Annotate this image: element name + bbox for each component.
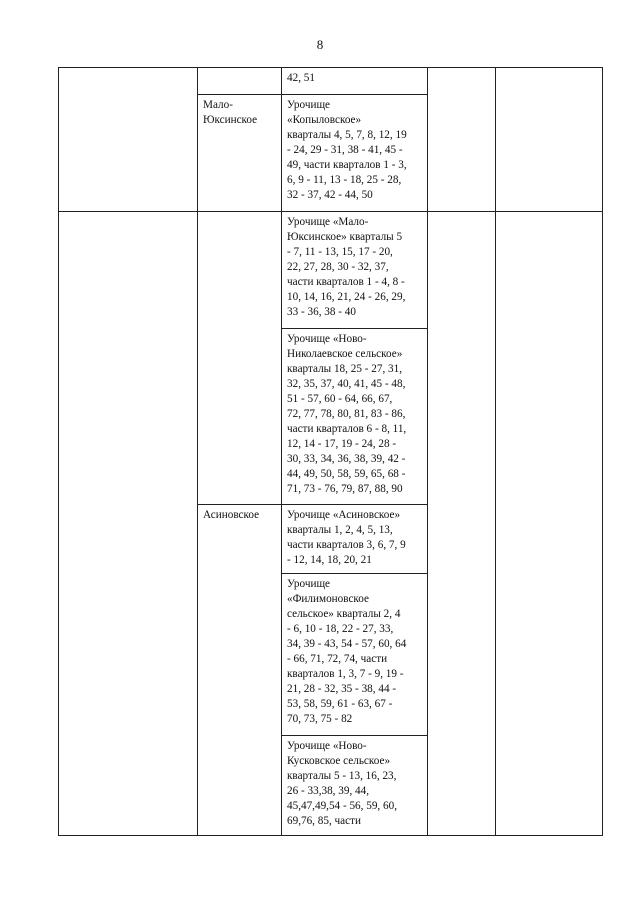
- tract-text: 42, 51: [287, 72, 315, 84]
- empty-cell: [496, 68, 603, 212]
- district-cell: [198, 505, 282, 836]
- region-cell: [59, 212, 198, 836]
- district-cell: [198, 95, 282, 212]
- tract-cell: [282, 736, 428, 836]
- tract-text: Урочище «Филимоновское сельское» кварталы 2, 4 - 6, 10 - 18, 22 - 27, 33, 34, 39 - 43, 54 - 57, 60, 64 - 66, 71, 72, 74, части кварталов 1, 3, 7 - 9, 19 - 21, 28 - 32, 35 - 38, 44 - 53, 58, 59, 61 - 63, 67 - 70, 73, 75 - 82: [287, 578, 407, 725]
- region-cell: [59, 68, 198, 212]
- tract-cell: [282, 95, 428, 212]
- table-row: [59, 212, 603, 329]
- tract-cell: [282, 212, 428, 329]
- page-number: 8: [316, 37, 324, 52]
- table-row: [59, 68, 603, 95]
- tract-cell: [282, 329, 428, 505]
- tract-text: Урочище «Ново- Кусковское сельское» кварталы 5 - 13, 16, 23, 26 - 33,38, 39, 44, 45,47,49,54 - 56, 59, 60, 69,76, 85, части: [287, 740, 398, 827]
- tract-cell: [282, 68, 428, 95]
- district-cell: [198, 68, 282, 95]
- tract-text: Урочище «Асиновское» кварталы 1, 2, 4, 5, 13, части кварталов 3, 6, 7, 9 - 12, 14, 18, 20, 21: [287, 509, 406, 566]
- district-name: Асиновское: [203, 509, 260, 521]
- tract-text: Урочище «Мало- Юксинское» кварталы 5 - 7, 11 - 13, 15, 17 - 20, 22, 27, 28, 30 - 32, 37, части кварталов 1 - 4, 8 - 10, 14, 16, 21, 24 - 26, 29, 33 - 36, 38 - 40: [287, 216, 406, 318]
- tract-cell: [282, 505, 428, 574]
- empty-cell: [428, 68, 496, 212]
- tract-text: Урочище «Ново- Николаевское сельское» кварталы 18, 25 - 27, 31, 32, 35, 37, 40, 41, 45 - 48, 51 - 57, 60 - 64, 66, 67, 72, 77, 78, 80, 81, 83 - 86, части кварталов 6 - 8, 11, 12, 14 - 17, 19 - 24, 28 - 30, 33, 34, 36, 38, 39, 42 - 44, 49, 50, 58, 59, 65, 68 - 71, 73 - 76, 79, 87, 88, 90: [287, 333, 407, 495]
- document-table: [58, 67, 603, 836]
- empty-cell: [428, 212, 496, 836]
- district-cell: [198, 212, 282, 505]
- tract-cell: [282, 574, 428, 736]
- district-name: Мало- Юксинское: [203, 99, 258, 126]
- tract-text: Урочище «Копыловское» кварталы 4, 5, 7, 8, 12, 19 - 24, 29 - 31, 38 - 41, 45 - 49, части кварталов 1 - 3, 6, 9 - 11, 13 - 18, 25 - 28, 32 - 37, 42 - 44, 50: [287, 99, 407, 201]
- empty-cell: [496, 212, 603, 836]
